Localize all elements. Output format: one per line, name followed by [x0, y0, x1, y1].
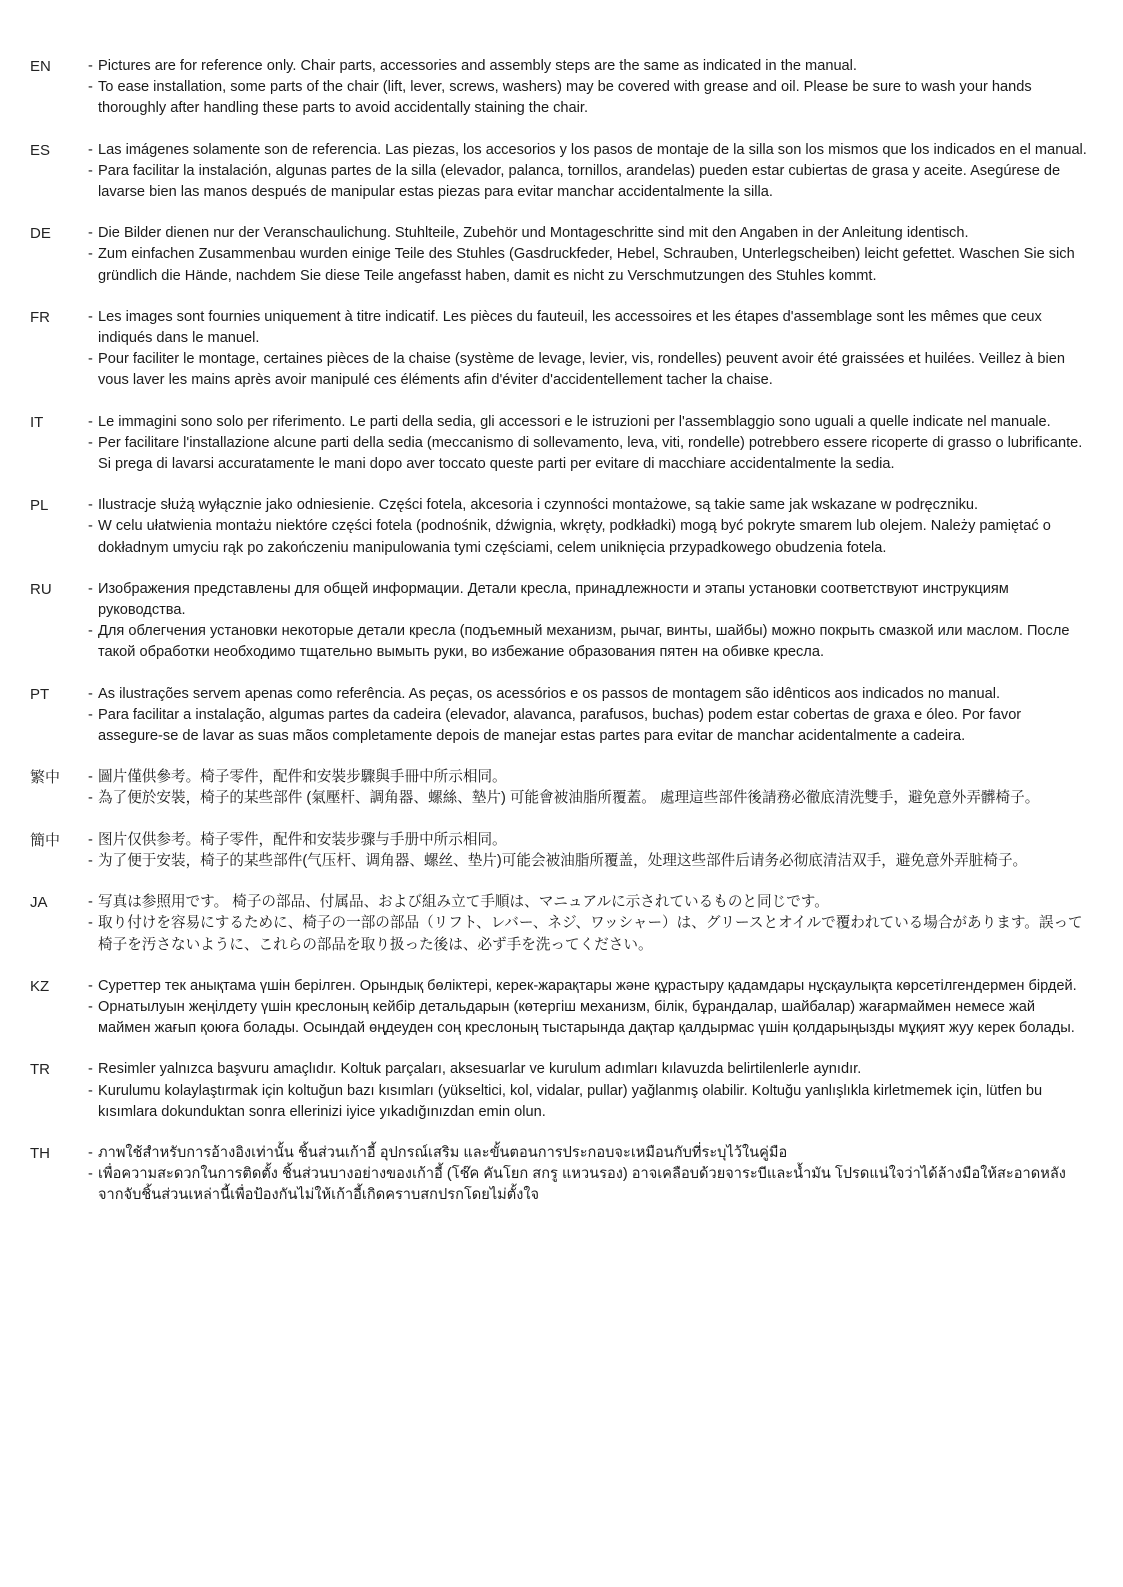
- section-text: [88, 495, 1089, 559]
- note-item: - Die Bilder dienen nur der Veranschaulichung. Stuhlteile, Zubehör und Montageschritte sind mit den Angaben in der Anleitung identisch.: [88, 223, 1089, 244]
- note-item: - Kurulumu kolaylaştırmak için koltuğun bazı kısımları (yükseltici, kol, vidalar, pullar) yağlanmış olabilir. Koltuğu yanlışlıkla kirletmemek için, lütfen bu kısımlara dokunduktan sonra ellerinizi iyice yıkadığınızdan emin olun.: [88, 1081, 1089, 1123]
- section-kz: [30, 976, 1089, 1040]
- section-zh-hans: [30, 830, 1089, 872]
- section-text: [88, 684, 1089, 748]
- note-item: - ภาพใช้สำหรับการอ้างอิงเท่านั้น ชิ้นส่วนเก้าอี้ อุปกรณ์เสริม และขั้นตอนการประกอบจะเหมือนกับที่ระบุไว้ในคู่มือ: [88, 1143, 1089, 1164]
- note-item: - Las imágenes solamente son de referencia. Las piezas, los accesorios y los pasos de montaje de la silla son los mismos que los indicados en el manual.: [88, 140, 1089, 161]
- language-code: ES: [30, 141, 51, 159]
- section-ja: [30, 892, 1089, 956]
- section-text: [88, 223, 1089, 287]
- language-code: 簡中: [30, 831, 61, 849]
- section-text: [88, 767, 1089, 809]
- section-fr: [30, 307, 1089, 392]
- language-code: DE: [30, 225, 51, 243]
- section-text: [88, 892, 1089, 956]
- note-item: - Per facilitare l'installazione alcune parti della sedia (meccanismo di sollevamento, leva, viti, rondelle) potrebbero essere ricoperte di grasso o lubrificante. Si prega di lavarsi accuratamente le mani dopo aver toccato queste parti per evitare di macchiare accidentalmente la sedia.: [88, 433, 1089, 475]
- section-pl: [30, 495, 1089, 559]
- note-item: - Les images sont fournies uniquement à titre indicatif. Les pièces du fauteuil, les accessoires et les étapes d'assemblage sont les mêmes que ceux indiqués dans le manuel.: [88, 307, 1089, 349]
- section-ru: [30, 579, 1089, 664]
- note-item: - Para facilitar a instalação, algumas partes da cadeira (elevador, alavanca, parafusos, buchas) podem estar cobertas de graxa e óleo. Por favor assegure-se de lavar as suas mãos completamente depois de manejar estas partes para evitar de manchar acidentalmente a cadeira.: [88, 705, 1089, 747]
- section-text: [88, 140, 1089, 204]
- note-item: - 为了便于安装，椅子的某些部件(气压杆、调角器、螺丝、垫片)可能会被油脂所覆盖，处理这些部件后请务必彻底清洁双手，避免意外弄脏椅子。: [88, 851, 1089, 872]
- section-tr: [30, 1059, 1089, 1123]
- language-code: TR: [30, 1061, 50, 1079]
- section-es: [30, 140, 1089, 204]
- note-item: - 為了便於安裝，椅子的某些部件 (氣壓杆、調角器、螺絲、墊片) 可能會被油脂所覆蓋。 處理這些部件後請務必徹底清洗雙手，避免意外弄髒椅子。: [88, 788, 1089, 809]
- language-code: EN: [30, 58, 51, 75]
- note-item: - Pour faciliter le montage, certaines pièces de la chaise (système de levage, levier, vis, rondelles) peuvent avoir été graissées et huilées. Veillez à bien vous laver les mains après avoir manipulé ces éléments afin d'éviter d'accidentellement tacher la chaise.: [88, 349, 1089, 391]
- note-item: - Zum einfachen Zusammenbau wurden einige Teile des Stuhles (Gasdruckfeder, Hebel, Schrauben, Unterlegscheiben) leicht gefettet. Waschen Sie sich gründlich die Hände, nachdem Sie diese Teile angefasst haben, damit es nicht zu Verschmutzungen des Stuhles kommt.: [88, 244, 1089, 286]
- section-en: [30, 56, 1089, 120]
- note-item: - เพื่อความสะดวกในการติดตั้ง ชิ้นส่วนบางอย่างของเก้าอี้ (โช๊ค คันโยก สกรู แหวนรอง) อาจเคลือบด้วยจาระบีและน้ำมัน โปรดแน่ใจว่าได้ล้างมือให้สะอาดหลังจากจับชิ้นส่วนเหล่านี้เพื่อป้องกันไม่ให้เก้าอี้เกิดคราบสกปรกโดยไม่ตั้งใจ: [88, 1164, 1089, 1206]
- section-zh-hant: [30, 767, 1089, 809]
- language-code: JA: [30, 894, 48, 912]
- note-item: - To ease installation, some parts of the chair (lift, lever, screws, washers) may be covered with grease and oil. Please be sure to wash your hands thoroughly after handling these parts to avoid accidentally staining the chair.: [88, 77, 1089, 119]
- section-th: [30, 1143, 1089, 1207]
- section-text: [88, 830, 1089, 872]
- language-code: IT: [30, 413, 44, 431]
- language-code: PL: [30, 497, 49, 515]
- language-code: PT: [30, 685, 50, 703]
- section-text: [88, 579, 1089, 664]
- language-code: FR: [30, 308, 50, 326]
- note-item: - Resimler yalnızca başvuru amaçlıdır. Koltuk parçaları, aksesuarlar ve kurulum adımları kılavuzda belirtilenlerle aynıdır.: [88, 1059, 1089, 1080]
- note-item: - As ilustrações servem apenas como referência. As peças, os acessórios e os passos de montagem são idênticos aos indicados no manual.: [88, 684, 1089, 705]
- note-item: - Изображения представлены для общей информации. Детали кресла, принадлежности и этапы установки соответствуют инструкциям руководства.: [88, 579, 1089, 621]
- section-text: [88, 1143, 1089, 1207]
- section-text: [88, 307, 1089, 392]
- note-item: - Ilustracje służą wyłącznie jako odniesienie. Części fotela, akcesoria i czynności montażowe, są takie same jak wskazane w podręczniku.: [88, 495, 1089, 516]
- section-pt: [30, 684, 1089, 748]
- note-item: - Для облегчения установки некоторые детали кресла (подъемный механизм, рычаг, винты, шайбы) можно покрыть смазкой или маслом. После такой обработки необходимо тщательно вымыть руки, во избежание образования пятен на обивке кресла.: [88, 621, 1089, 663]
- section-text: [88, 412, 1089, 476]
- section-it: [30, 412, 1089, 476]
- section-de: [30, 223, 1089, 287]
- note-item: - Para facilitar la instalación, algunas partes de la silla (elevador, palanca, tornillos, arandelas) pueden estar cubiertas de grasa y aceite. Asegúrese de lavarse bien las manos después de manipular estas piezas para evitar manchar accidentalmente la silla.: [88, 161, 1089, 203]
- section-text: [88, 976, 1089, 1040]
- language-code: 繁中: [30, 769, 61, 787]
- note-item: - Орнатылуын жеңілдету үшін креслоның кейбір детальдарын (көтергіш механизм, білік, бұрандалар, шайбалар) жағармаймен немесе жай маймен жағып қоюға болады. Осындай өңдеуден соң креслоның тыстарында дақтар қалдырмас үшін қолдарыңызды мұқият жуу керек болады.: [88, 997, 1089, 1039]
- note-item: - Le immagini sono solo per riferimento. Le parti della sedia, gli accessori e le istruzioni per l'assemblaggio sono uguali a quelle indicate nel manuale.: [88, 412, 1089, 433]
- section-text: [88, 56, 1089, 120]
- note-item: - Pictures are for reference only. Chair parts, accessories and assembly steps are the same as indicated in the manual.: [88, 56, 1089, 77]
- language-code: TH: [30, 1144, 50, 1162]
- note-item: - 圖片僅供參考。椅子零件，配件和安裝步驟與手冊中所示相同。: [88, 767, 1089, 788]
- note-item: - 取り付けを容易にするために、椅子の一部の部品（リフト、レバー、ネジ、ワッシャー）は、グリースとオイルで覆われている場合があります。誤って椅子を汚さないように、これらの部品を取り扱った後は、必ず手を洗ってください。: [88, 913, 1089, 955]
- note-item: - 写真は参照用です。 椅子の部品、付属品、および組み立て手順は、マニュアルに示されているものと同じです。: [88, 892, 1089, 913]
- language-code: KZ: [30, 977, 50, 995]
- note-item: - W celu ułatwienia montażu niektóre części fotela (podnośnik, dźwignia, wkręty, podkładki) mogą być pokryte smarem lub olejem. Należy pamiętać o dokładnym umyciu rąk po zakończeniu manipulowania tymi częściami, celem uniknięcia przypadkowego obudzenia fotela.: [88, 516, 1089, 558]
- note-item: - 图片仅供参考。椅子零件，配件和安装步骤与手册中所示相同。: [88, 830, 1089, 851]
- section-text: [88, 1059, 1089, 1123]
- note-item: - Суреттер тек анықтама үшін берілген. Орындық бөліктері, керек-жарақтары және құрастыру қадамдары нұсқаулықта көрсетілгендермен бірдей.: [88, 976, 1089, 997]
- language-code: RU: [30, 580, 52, 598]
